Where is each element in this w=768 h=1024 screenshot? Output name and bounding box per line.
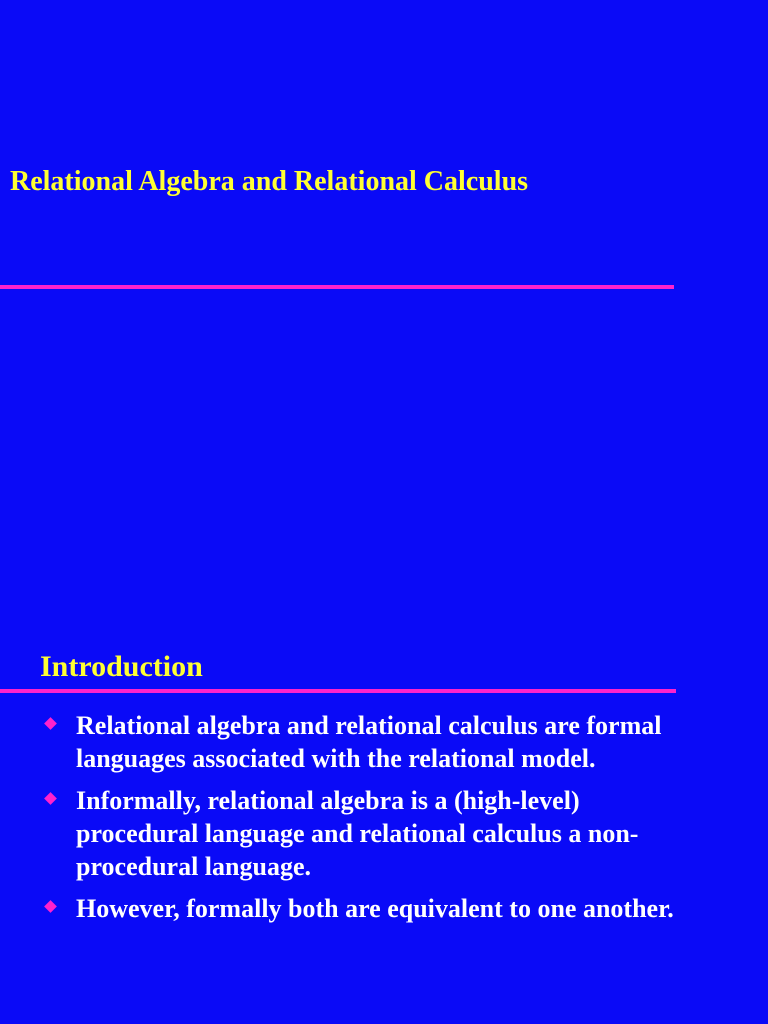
- list-item: [40, 784, 700, 883]
- diamond-bullet-icon: [44, 900, 57, 913]
- bullet-list: [40, 709, 700, 934]
- list-item: [40, 892, 700, 925]
- bullet-text: Relational algebra and relational calculus are formal languages associated with the relational model.: [76, 711, 662, 773]
- title-divider: [0, 285, 674, 289]
- bullet-text: Informally, relational algebra is a (high-level) procedural language and relational calculus a non-procedural language.: [76, 786, 639, 881]
- diamond-bullet-icon: [44, 717, 57, 730]
- list-item: [40, 709, 700, 775]
- introduction-slide: [0, 512, 768, 1024]
- bullet-text: However, formally both are equivalent to one another.: [76, 894, 674, 923]
- heading-divider: [0, 689, 676, 693]
- section-heading: Introduction: [40, 650, 203, 683]
- diamond-bullet-icon: [44, 792, 57, 805]
- slide-title: Relational Algebra and Relational Calculus: [10, 166, 529, 197]
